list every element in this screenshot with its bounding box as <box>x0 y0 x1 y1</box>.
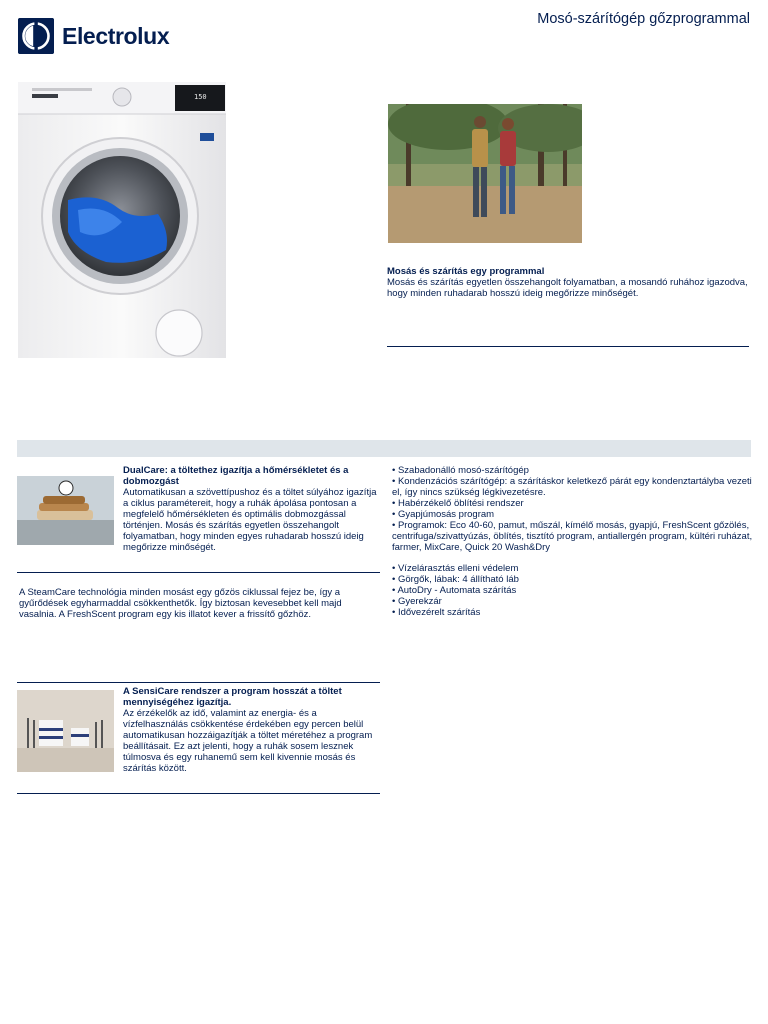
page-title: Mosó-szárítógép gőzprogrammal <box>537 11 750 27</box>
feature-title: DualCare: a töltethez igazítja a hőmérsékletet és a dobmozgást <box>123 465 349 487</box>
electrolux-logo-icon <box>18 18 54 54</box>
spec-item: • Gyapjúmosás program <box>392 509 495 520</box>
spec-item: • Idővezérelt szárítás <box>392 607 481 618</box>
spec-item: • Kondenzációs szárítógép: a szárításkor keletkező párát egy kondenztartályba vezeti el, így nincs szükség légkivezetésre. <box>392 476 752 498</box>
spec-item: • Programok: Eco 40-60, pamut, műszál, kímélő mosás, gyapjú, FreshScent gőzölés, centrifuga/szivattyúzás, öblítés, tisztító program, antiallergén program, kültéri ruházat, farmer, MixCare, Quick 20 Wash&Dry <box>392 520 753 553</box>
hero-feature-text: Mosás és szárítás egyetlen összehangolt folyamatban, a mosandó ruhához igazodva, hogy minden ruhadarab hosszú ideig megőrizze minőségét. <box>387 277 748 299</box>
dualcare-image <box>17 476 114 545</box>
feature-dualcare <box>123 465 380 553</box>
display-readout: 150 <box>194 93 207 101</box>
feature-title: A SensiCare rendszer a program hosszát a töltet mennyiségéhez igazítja. <box>123 686 342 708</box>
feature-steamcare-text: A SteamCare technológia minden mosást egy gőzös ciklussal fejez be, így a gyűrődések egyharmaddal csökkenthetők. Így biztosan kevesebbet kell majd vasalnia. A FreshScent program egy kis illatot kever a frissítő gőzhöz. <box>19 587 342 620</box>
spec-spacer <box>392 553 754 563</box>
washer-dryer-image <box>18 82 226 358</box>
spec-list <box>392 465 754 618</box>
spec-item: • Vízelárasztás elleni védelem <box>392 563 519 574</box>
divider <box>17 682 380 683</box>
divider <box>17 793 380 794</box>
spec-item: • Görgők, lábak: 4 állítható láb <box>392 574 519 585</box>
spec-item: • AutoDry - Automata szárítás <box>392 585 517 596</box>
spec-item: • Szabadonálló mosó-szárítógép <box>392 465 529 476</box>
spec-item: • Gyerekzár <box>392 596 442 607</box>
hero-feature <box>387 266 749 299</box>
feature-text: Automatikusan a szövettípushoz és a töltet súlyához igazítja a ciklus paramétereit, hogy a ruhák ápolása pontosan a megfelelő hőmérsékleten és optimális dobmozgással történjen. Mosás és szárítás egyetlen összehangolt folyamatban, hogy minden egyes ruhadarab hosszú ideig megőrizze minőségét. <box>123 487 377 553</box>
divider <box>17 572 380 573</box>
section-band <box>17 440 751 457</box>
lifestyle-photo <box>388 104 582 243</box>
spec-item: • Habérzékelő öblítési rendszer <box>392 498 524 509</box>
divider <box>387 346 749 347</box>
brand-name: Electrolux <box>62 22 170 49</box>
feature-sensicare <box>123 686 380 774</box>
feature-text: Az érzékelők az idő, valamint az energia- és a vízfelhasználás csökkentése érdekében egy percen belül automatikusan hozzáigazítják a töltet méretéhez a program beállításait. Ez azt jelenti, hogy a ruhák sosem lesznek túlmosva és egy ruhanemű sem kell kivennie mosás és szárítás között. <box>123 708 373 774</box>
brand-logo <box>18 18 169 54</box>
hero-feature-title: Mosás és szárítás egy programmal <box>387 266 545 277</box>
sensicare-image <box>17 690 114 772</box>
